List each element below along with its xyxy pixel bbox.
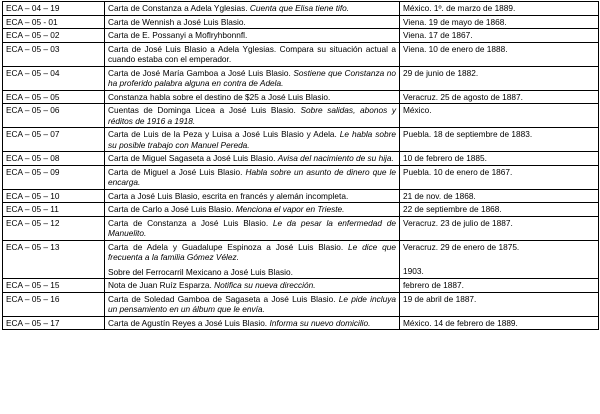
table-row bbox=[3, 316, 599, 330]
code-cell: ECA – 05 – 07 bbox=[3, 128, 105, 152]
place-date-cell: México. 1º. de marzo de 1889. bbox=[400, 2, 599, 16]
description-text: Carta de José Luis Blasio a Adela Yglesias. bbox=[108, 43, 277, 54]
place-date-cell: 19 de abril de 1887. bbox=[400, 292, 599, 316]
description-text: Carta de E. Possanyi a Moflryhbonnfl. bbox=[108, 30, 248, 40]
place-date-cell: febrero de 1887. bbox=[400, 279, 599, 293]
description-cell bbox=[105, 2, 400, 16]
description-text: Carta de Miguel a José Luis Blasio. bbox=[108, 166, 243, 177]
summary-text: Compara su situación actual a cuando estaba con el emperador. bbox=[108, 43, 397, 64]
code-cell: ECA – 05 – 16 bbox=[3, 292, 105, 316]
place-date-cell: Puebla. 18 de septiembre de 1883. bbox=[400, 128, 599, 152]
table-row bbox=[3, 292, 599, 316]
description-cell bbox=[105, 216, 400, 240]
code-cell: ECA – 05 – 05 bbox=[3, 90, 105, 104]
table-row bbox=[3, 66, 599, 90]
table-row bbox=[3, 29, 599, 43]
summary-text: Avisa del nacimiento de su hija. bbox=[277, 153, 394, 163]
description-cell bbox=[105, 316, 400, 330]
code-cell: ECA – 04 – 19 bbox=[3, 2, 105, 16]
code-cell: ECA – 05 – 04 bbox=[3, 66, 105, 90]
summary-text: Habla sobre un asunto de dinero que le encarga. bbox=[108, 166, 396, 187]
place-date-cell: Puebla. 10 de enero de 1867. bbox=[400, 165, 599, 189]
code-cell: ECA – 05 – 08 bbox=[3, 152, 105, 166]
table-row bbox=[3, 128, 599, 152]
description-text: Carta de Carlo a José Luis Blasio. bbox=[108, 204, 234, 214]
code-cell: ECA – 05 - 01 bbox=[3, 15, 105, 29]
code-cell: ECA – 05 – 11 bbox=[3, 203, 105, 217]
description-cell bbox=[105, 42, 400, 66]
description-cell bbox=[105, 152, 400, 166]
description-cell bbox=[105, 203, 400, 217]
description-text: Carta de Luis de la Peza y Luisa a José Luis Blasio y Adela. bbox=[108, 129, 337, 139]
place-date-cell: México. bbox=[400, 104, 599, 128]
description-cell bbox=[105, 240, 400, 279]
place-date-cell: 29 de junio de 1882. bbox=[400, 66, 599, 90]
place-date-cell: México. 14 de febrero de 1889. bbox=[400, 316, 599, 330]
summary-text: Notifica su nueva dirección. bbox=[214, 280, 316, 290]
description-text: Carta de Wennish a José Luis Blasio. bbox=[108, 16, 246, 27]
summary-text: Informa su nuevo domicilio. bbox=[269, 317, 371, 328]
summary-text: Sobre salidas, abonos y réditos de 1916 a 1918. bbox=[108, 105, 396, 126]
description-cell bbox=[105, 189, 400, 203]
description-text: Nota de Juan Ruíz Esparza. bbox=[108, 280, 212, 290]
code-cell: ECA – 05 – 03 bbox=[3, 42, 105, 66]
description-text: Carta de José María Gamboa a José Luis Blasio. bbox=[108, 67, 291, 78]
summary-text: Le dice que frecuenta a la familia Gómez Vélez. bbox=[108, 241, 396, 262]
table-row bbox=[3, 2, 599, 16]
summary-text: Le da pesar la enfermedad de Manuelito. bbox=[108, 217, 396, 238]
code-cell: ECA – 05 – 12 bbox=[3, 216, 105, 240]
description-cell bbox=[105, 104, 400, 128]
place-date-cell: Viena. 17 de 1867. bbox=[400, 29, 599, 43]
description-text: Cuentas de Dominga Licea a José Luis Blasio. bbox=[108, 105, 296, 115]
code-cell: ECA – 05 – 02 bbox=[3, 29, 105, 43]
extra-date-text: 1903. bbox=[403, 266, 424, 276]
table-row bbox=[3, 90, 599, 104]
description-text: Constanza habla sobre el destino de $25 a José Luis Blasio. bbox=[108, 91, 331, 102]
date-text: Veracruz. 29 de enero de 1875. bbox=[403, 241, 520, 252]
place-date-cell: 10 de febrero de 1885. bbox=[400, 152, 599, 166]
description-cell bbox=[105, 128, 400, 152]
table-row bbox=[3, 216, 599, 240]
summary-text: Le habla sobre su posible trabajo con Manuel Pereda. bbox=[108, 129, 396, 150]
table-row bbox=[3, 240, 599, 279]
place-date-cell: Veracruz. 25 de agosto de 1887. bbox=[400, 90, 599, 104]
table-row bbox=[3, 165, 599, 189]
code-cell: ECA – 05 – 10 bbox=[3, 189, 105, 203]
extra-description-text: Sobre del Ferrocarril Mexicano a José Luis Blasio. bbox=[108, 266, 293, 277]
description-text: Carta de Miguel Sagaseta a José Luis Blasio. bbox=[108, 153, 276, 163]
table-row bbox=[3, 15, 599, 29]
code-cell: ECA – 05 – 17 bbox=[3, 316, 105, 330]
summary-text: Sostiene que Constanza no ha proferido palabra alguna en contra de Adela. bbox=[108, 67, 396, 88]
table-row bbox=[3, 189, 599, 203]
description-cell bbox=[105, 29, 400, 43]
description-cell bbox=[105, 15, 400, 29]
place-date-cell: 21 de nov. de 1868. bbox=[400, 189, 599, 203]
table-row bbox=[3, 104, 599, 128]
description-text: Carta de Adela y Guadalupe Espinoza a José Luis Blasio. bbox=[108, 241, 344, 252]
place-date-cell: 22 de septiembre de 1868. bbox=[400, 203, 599, 217]
description-cell bbox=[105, 279, 400, 293]
summary-text: Cuenta que Elisa tiene tifo. bbox=[249, 3, 350, 13]
summary-text: Le pide incluya un pensamiento en un álbum que le envía. bbox=[108, 293, 396, 314]
code-cell: ECA – 05 – 13 bbox=[3, 240, 105, 279]
table-row bbox=[3, 42, 599, 66]
description-text: Carta de Constanza a Adela Yglesias. bbox=[108, 3, 248, 13]
table-row bbox=[3, 152, 599, 166]
summary-text: Menciona el vapor en Trieste. bbox=[235, 204, 345, 214]
place-date-cell: Viena. 10 de enero de 1888. bbox=[400, 42, 599, 66]
description-cell bbox=[105, 90, 400, 104]
description-cell bbox=[105, 165, 400, 189]
description-cell bbox=[105, 292, 400, 316]
table-row bbox=[3, 203, 599, 217]
code-cell: ECA – 05 – 09 bbox=[3, 165, 105, 189]
code-cell: ECA – 05 – 15 bbox=[3, 279, 105, 293]
description-cell bbox=[105, 66, 400, 90]
description-text: Carta de Soledad Gamboa de Sagaseta a José Luis Blasio. bbox=[108, 293, 336, 304]
description-text: Carta a José Luis Blasio, escrita en francés y alemán incompleta. bbox=[108, 190, 349, 201]
description-text: Carta de Agustín Reyes a José Luis Blasio. bbox=[108, 317, 268, 328]
table-row bbox=[3, 279, 599, 293]
description-text: Carta de Constanza a José Luis Blasio. bbox=[108, 217, 269, 228]
code-cell: ECA – 05 – 06 bbox=[3, 104, 105, 128]
catalog-table bbox=[2, 1, 599, 330]
place-date-cell bbox=[400, 240, 599, 279]
place-date-cell: Veracruz. 23 de julio de 1887. bbox=[400, 216, 599, 240]
place-date-cell: Viena. 19 de mayo de 1868. bbox=[400, 15, 599, 29]
